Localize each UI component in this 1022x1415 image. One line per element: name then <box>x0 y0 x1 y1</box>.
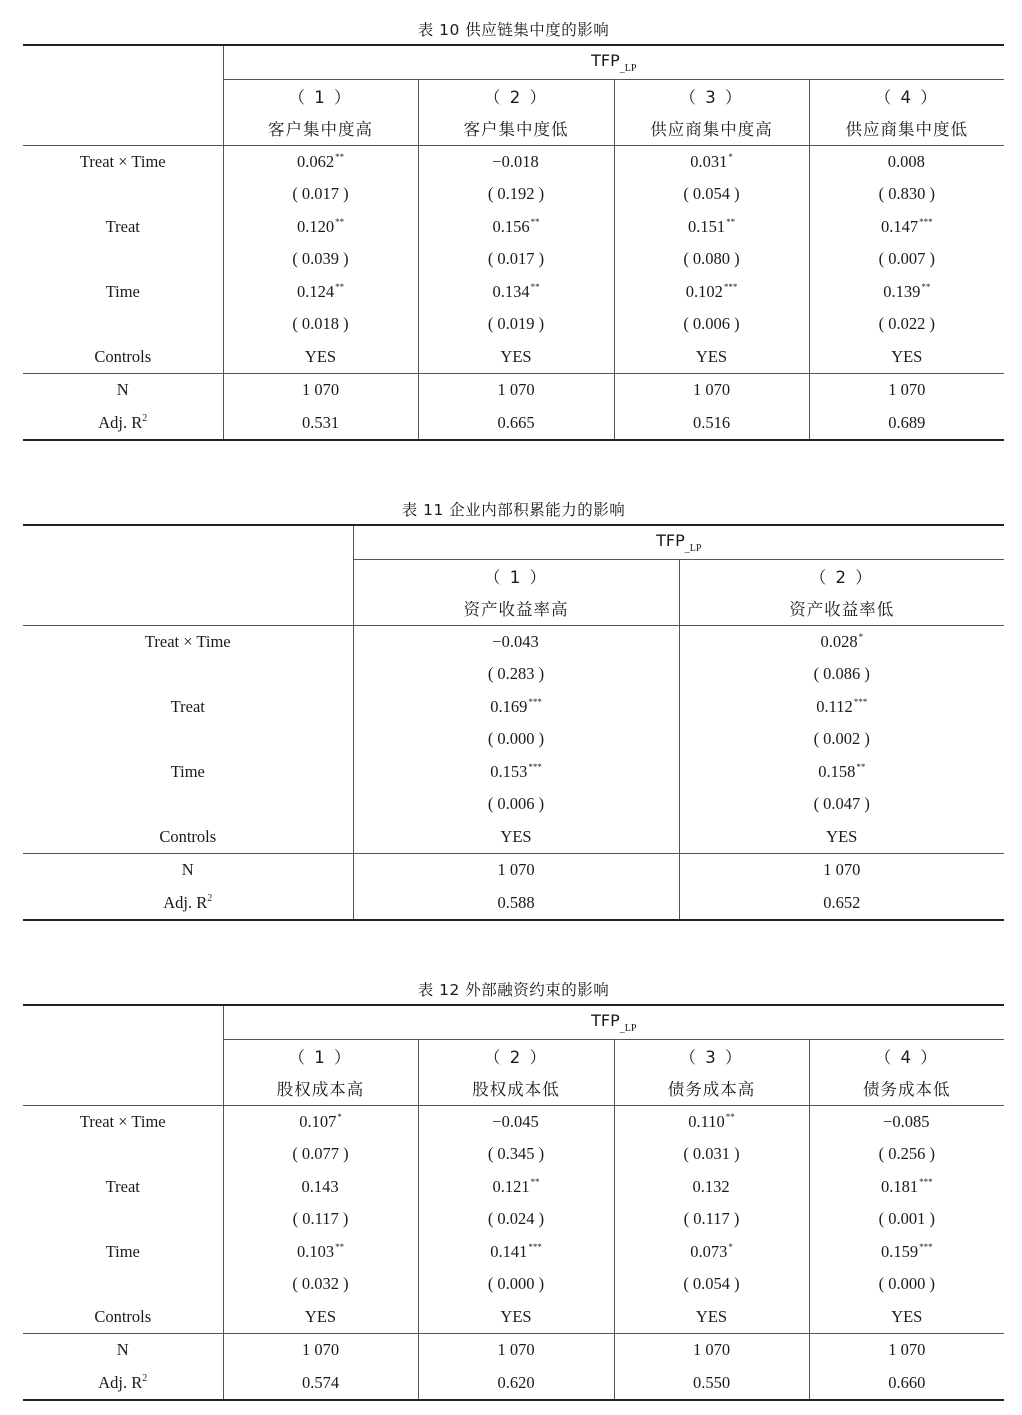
se-cell: ( 0.077 ) <box>223 1138 418 1171</box>
value-cell: 1 070 <box>809 1334 1004 1367</box>
row-treat-time <box>23 145 1004 178</box>
coef-cell: −0.085 <box>809 1105 1004 1138</box>
row-controls <box>23 821 1004 854</box>
se-cell: ( 0.031 ) <box>614 1138 809 1171</box>
value-cell: YES <box>353 821 679 854</box>
coef-cell: 0.159*** <box>809 1236 1004 1269</box>
row-controls <box>23 1301 1004 1334</box>
coef-cell: 0.156** <box>418 211 614 244</box>
row-se <box>23 723 1004 756</box>
value-cell: 0.516 <box>614 407 809 441</box>
row-label: Treat <box>105 216 140 236</box>
row-se <box>23 1268 1004 1301</box>
coef-cell: 0.121** <box>418 1171 614 1204</box>
se-cell: ( 0.006 ) <box>614 308 809 341</box>
se-cell: ( 0.086 ) <box>679 658 1004 691</box>
coef-cell: 0.169*** <box>353 691 679 724</box>
corner-cell <box>23 525 353 559</box>
se-cell: ( 0.007 ) <box>809 243 1004 276</box>
se-cell: ( 0.001 ) <box>809 1203 1004 1236</box>
col-name: 股权成本低 <box>418 1072 614 1105</box>
se-cell: ( 0.000 ) <box>809 1268 1004 1301</box>
value-cell: 0.689 <box>809 407 1004 441</box>
coef-cell: 0.139** <box>809 276 1004 309</box>
coef-cell: −0.018 <box>418 145 614 178</box>
row-label: Treat × Time <box>144 631 231 651</box>
col-num: （ 3 ） <box>614 1039 809 1072</box>
row-se <box>23 243 1004 276</box>
col-num: （ 3 ） <box>614 79 809 112</box>
col-name: 债务成本低 <box>809 1072 1004 1105</box>
coef-cell: 0.102*** <box>614 276 809 309</box>
se-cell: ( 0.018 ) <box>223 308 418 341</box>
value-cell: YES <box>223 1301 418 1334</box>
value-cell: 0.531 <box>223 407 418 441</box>
se-cell: ( 0.117 ) <box>223 1203 418 1236</box>
value-cell: 1 070 <box>353 854 679 887</box>
col-num: （ 2 ） <box>418 1039 614 1072</box>
coef-cell: 0.107* <box>223 1105 418 1138</box>
se-cell: ( 0.000 ) <box>418 1268 614 1301</box>
table-12-caption: 表 12 外部融资约束的影响 <box>417 981 610 999</box>
value-cell: 1 070 <box>809 374 1004 407</box>
coef-cell: 0.008 <box>809 145 1004 178</box>
se-cell: ( 0.019 ) <box>418 308 614 341</box>
row-time <box>23 756 1004 789</box>
row-treat-time <box>23 1105 1004 1138</box>
value-cell: YES <box>679 821 1004 854</box>
value-cell: YES <box>223 341 418 374</box>
row-adj-r2 <box>23 1367 1004 1401</box>
row-treat-time <box>23 625 1004 658</box>
se-cell: ( 0.002 ) <box>679 723 1004 756</box>
row-se <box>23 788 1004 821</box>
value-cell: 0.660 <box>809 1367 1004 1401</box>
row-se <box>23 178 1004 211</box>
se-cell: ( 0.080 ) <box>614 243 809 276</box>
coef-cell: 0.110** <box>614 1105 809 1138</box>
value-cell: YES <box>809 1301 1004 1334</box>
dep-var-header: $TFP_{\_LP}$ <box>223 45 1004 79</box>
value-cell: YES <box>809 341 1004 374</box>
table-11 <box>23 524 1004 921</box>
value-cell: 0.574 <box>223 1367 418 1401</box>
se-cell: ( 0.345 ) <box>418 1138 614 1171</box>
row-n <box>23 854 1004 887</box>
col-num: （ 1 ） <box>223 1039 418 1072</box>
value-cell: 1 070 <box>418 374 614 407</box>
table-10 <box>23 44 1004 441</box>
dep-var-header: $TFP_{\_LP}$ <box>353 525 1004 559</box>
row-label: Time <box>105 1241 140 1261</box>
corner-cell <box>23 45 223 79</box>
value-cell: YES <box>418 1301 614 1334</box>
row-label: Controls <box>23 821 353 854</box>
se-cell: ( 0.192 ) <box>418 178 614 211</box>
table-11-caption: 表 11 企业内部积累能力的影响 <box>401 501 626 519</box>
row-treat <box>23 1171 1004 1204</box>
se-cell: ( 0.017 ) <box>418 243 614 276</box>
value-cell: 0.652 <box>679 887 1004 921</box>
row-treat <box>23 211 1004 244</box>
coef-cell: 0.031* <box>614 145 809 178</box>
value-cell: 1 070 <box>223 1334 418 1367</box>
row-label: N <box>116 380 129 400</box>
se-cell: ( 0.047 ) <box>679 788 1004 821</box>
row-label: Adj. $R^2$ <box>23 407 223 441</box>
coef-cell: 0.181*** <box>809 1171 1004 1204</box>
se-cell: ( 0.017 ) <box>223 178 418 211</box>
row-se <box>23 658 1004 691</box>
corner-cell <box>23 1005 223 1039</box>
col-num: （ 4 ） <box>809 79 1004 112</box>
row-label: Time <box>105 281 140 301</box>
value-cell: 0.588 <box>353 887 679 921</box>
col-name: 客户集中度高 <box>223 112 418 145</box>
coef-cell: 0.158** <box>679 756 1004 789</box>
se-cell: ( 0.006 ) <box>353 788 679 821</box>
coef-cell: 0.153*** <box>353 756 679 789</box>
coef-cell: 0.028* <box>679 625 1004 658</box>
se-cell: ( 0.283 ) <box>353 658 679 691</box>
value-cell: 1 070 <box>614 1334 809 1367</box>
row-label: N <box>116 1340 129 1360</box>
col-name: 资产收益率低 <box>679 592 1004 625</box>
value-cell: 0.550 <box>614 1367 809 1401</box>
coef-cell: 0.151** <box>614 211 809 244</box>
row-label: Treat <box>170 696 205 716</box>
col-name: 股权成本高 <box>223 1072 418 1105</box>
value-cell: 1 070 <box>223 374 418 407</box>
value-cell: YES <box>418 341 614 374</box>
row-label: Treat × Time <box>79 151 166 171</box>
coef-cell: 0.073* <box>614 1236 809 1269</box>
se-cell: ( 0.054 ) <box>614 178 809 211</box>
row-treat <box>23 691 1004 724</box>
value-cell: YES <box>614 341 809 374</box>
se-cell: ( 0.039 ) <box>223 243 418 276</box>
row-label: Controls <box>23 341 223 374</box>
coef-cell: 0.062** <box>223 145 418 178</box>
row-label: Adj. $R^2$ <box>23 1367 223 1401</box>
row-se <box>23 1203 1004 1236</box>
coef-cell: 0.134** <box>418 276 614 309</box>
value-cell: 1 070 <box>679 854 1004 887</box>
col-num: （ 1 ） <box>353 559 679 592</box>
row-label: Controls <box>23 1301 223 1334</box>
value-cell: 1 070 <box>614 374 809 407</box>
col-name: 供应商集中度高 <box>614 112 809 145</box>
coef-cell: 0.141*** <box>418 1236 614 1269</box>
col-name: 资产收益率高 <box>353 592 679 625</box>
value-cell: 0.620 <box>418 1367 614 1401</box>
row-adj-r2 <box>23 887 1004 921</box>
se-cell: ( 0.256 ) <box>809 1138 1004 1171</box>
se-cell: ( 0.022 ) <box>809 308 1004 341</box>
se-cell: ( 0.054 ) <box>614 1268 809 1301</box>
coef-cell: −0.045 <box>418 1105 614 1138</box>
row-n <box>23 1334 1004 1367</box>
row-se <box>23 308 1004 341</box>
col-name: 债务成本高 <box>614 1072 809 1105</box>
se-cell: ( 0.024 ) <box>418 1203 614 1236</box>
row-n <box>23 374 1004 407</box>
coef-cell: 0.103** <box>223 1236 418 1269</box>
coef-cell: 0.124** <box>223 276 418 309</box>
se-cell: ( 0.117 ) <box>614 1203 809 1236</box>
se-cell: ( 0.830 ) <box>809 178 1004 211</box>
coef-cell: 0.112*** <box>679 691 1004 724</box>
col-num: （ 4 ） <box>809 1039 1004 1072</box>
row-time <box>23 276 1004 309</box>
row-controls <box>23 341 1004 374</box>
coef-cell: 0.143 <box>223 1171 418 1204</box>
coef-cell: 0.132 <box>614 1171 809 1204</box>
col-name: 供应商集中度低 <box>809 112 1004 145</box>
row-time <box>23 1236 1004 1269</box>
se-cell: ( 0.000 ) <box>353 723 679 756</box>
row-label: Time <box>170 761 205 781</box>
coef-cell: 0.147*** <box>809 211 1004 244</box>
se-cell: ( 0.032 ) <box>223 1268 418 1301</box>
row-label: Treat × Time <box>79 1111 166 1131</box>
row-label: N <box>181 860 194 880</box>
dep-var-header: $TFP_{\_LP}$ <box>223 1005 1004 1039</box>
col-num: （ 1 ） <box>223 79 418 112</box>
coef-cell: −0.043 <box>353 625 679 658</box>
row-label: Adj. $R^2$ <box>23 887 353 921</box>
col-num: （ 2 ） <box>418 79 614 112</box>
row-label: Treat <box>105 1176 140 1196</box>
coef-cell: 0.120** <box>223 211 418 244</box>
value-cell: YES <box>614 1301 809 1334</box>
value-cell: 0.665 <box>418 407 614 441</box>
row-adj-r2 <box>23 407 1004 441</box>
row-se <box>23 1138 1004 1171</box>
table-12 <box>23 1004 1004 1401</box>
value-cell: 1 070 <box>418 1334 614 1367</box>
col-num: （ 2 ） <box>679 559 1004 592</box>
table-10-caption: 表 10 供应链集中度的影响 <box>417 21 610 39</box>
col-name: 客户集中度低 <box>418 112 614 145</box>
